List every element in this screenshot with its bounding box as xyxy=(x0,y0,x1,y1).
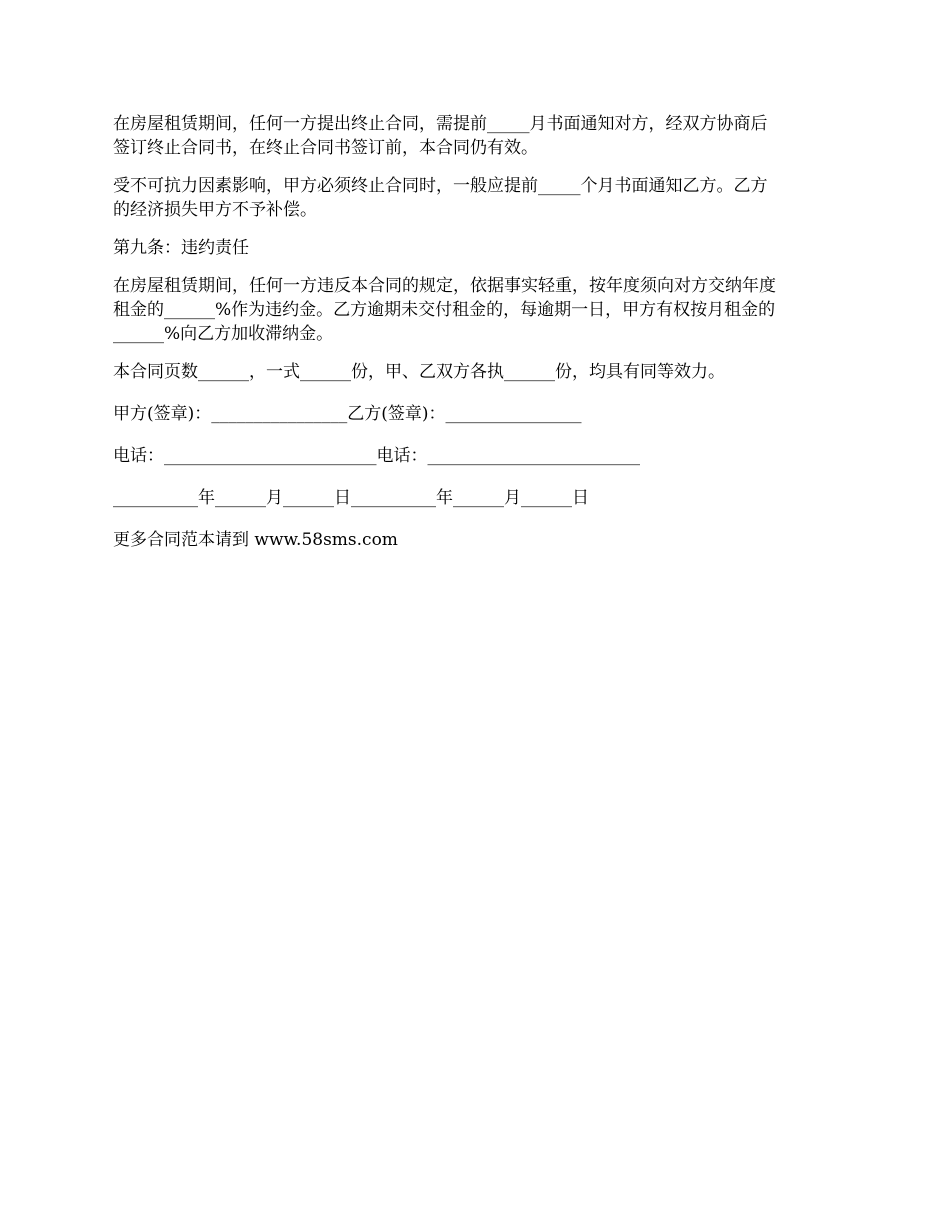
text-line: 电话：_________________________电话：_________________________ xyxy=(113,446,640,466)
paragraph-termination-notice xyxy=(113,112,839,160)
text-line: 签订终止合同书，在终止合同书签订前，本合同仍有效。 xyxy=(113,138,538,158)
text-line: 在房屋租赁期间，任何一方提出终止合同，需提前_____月书面通知对方，经双方协商后 xyxy=(113,114,768,134)
text-line: 本合同页数______，一式______份，甲、乙双方各执______份，均具有同等效力。 xyxy=(113,362,725,382)
paragraph-breach-liability xyxy=(113,274,839,346)
text-line: ______%向乙方加收滞纳金。 xyxy=(113,324,334,344)
text-line: __________年______月______日__________年______月______日 xyxy=(113,488,589,508)
document-page xyxy=(113,112,839,552)
paragraph-force-majeure xyxy=(113,174,839,222)
signature-line xyxy=(113,402,839,426)
text-line: 在房屋租赁期间，任何一方违反本合同的规定，依据事实轻重，按年度须向对方交纳年度 xyxy=(113,276,776,296)
paragraph-copies xyxy=(113,360,839,384)
phone-line xyxy=(113,444,839,468)
footer-more-templates xyxy=(113,528,839,552)
text-line: 甲方(签章)：________________乙方(签章)：________________ xyxy=(113,404,582,424)
text-line: 第九条：违约责任 xyxy=(113,238,249,258)
text-line: 的经济损失甲方不予补偿。 xyxy=(113,200,317,220)
text-line: 租金的______%作为违约金。乙方逾期未交付租金的，每逾期一日，甲方有权按月租金的 xyxy=(113,300,776,320)
date-line xyxy=(113,486,839,510)
section-heading-article-9 xyxy=(113,236,839,260)
text-line: 更多合同范本请到 www.58sms.com xyxy=(113,530,398,550)
text-line: 受不可抗力因素影响，甲方必须终止合同时，一般应提前_____个月书面通知乙方。乙方 xyxy=(113,176,768,196)
